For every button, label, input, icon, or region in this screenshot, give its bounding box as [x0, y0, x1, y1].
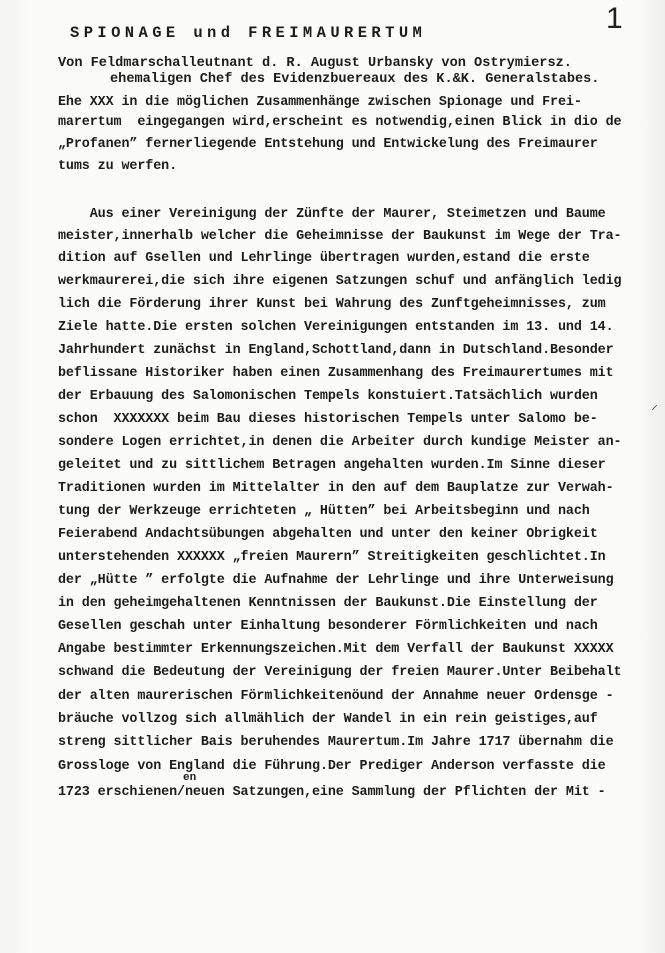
text-line-22: in den geheimgehaltenen Kenntnissen der Baukunst.Die Einstellung der — [58, 596, 598, 611]
text-line-18: tung der Werkzeuge errichteten „ Hütten” bei Arbeitsbeginn und nach — [58, 504, 590, 519]
text-line-6: meister,innerhalb welcher die Geheimnisse der Baukunst im Wege der Tra- — [58, 229, 622, 244]
margin-mark: ⸝ — [651, 396, 658, 412]
text-line-9: lich die Förderung ihrer Kunst bei Wahrung des Zunftgeheimnisses, zum — [58, 297, 606, 312]
text-line-23: Gesellen geschah unter Einhaltung besonderer Förmlichkeiten und nach — [58, 619, 598, 634]
text-line-12: beflissane Historiker haben einen Zusammenhang des Freimaurertumes mit — [58, 366, 614, 381]
text-line-30: 1723 erschienen/neuen Satzungen,eine Sammlung der Pflichten der Mit - — [58, 785, 606, 800]
text-line-14: schon XXXXXXX beim Bau dieses historischen Tempels unter Salomo be- — [58, 412, 598, 427]
author-line-1: Von Feldmarschalleutnant d. R. August Urbansky von Ostrymiersz. — [58, 56, 572, 71]
text-line-28: streng sittlicher Bais beruhendes Maurertum.Im Jahre 1717 übernahm die — [58, 735, 614, 750]
text-line-5: Aus einer Vereinigung der Zünfte der Maurer, Steimetzen und Baume — [58, 207, 606, 222]
text-line-1: Ehe XXX in die möglichen Zusammenhänge zwischen Spionage und Frei- — [58, 95, 582, 110]
text-line-19: Feierabend Andachtsübungen abgehalten und unter den keiner Obrigkeit — [58, 527, 598, 542]
text-line-10: Ziele hatte.Die ersten solchen Vereinigungen entstanden im 13. und 14. — [58, 320, 614, 335]
text-line-2: marertum eingegangen wird,erscheint es notwendig,einen Blick in dio de — [58, 115, 622, 130]
text-line-15: sondere Logen errichtet,in denen die Arbeiter durch kundige Meister an- — [58, 435, 622, 450]
text-line-7: dition auf Gsellen und Lehrlinge übertragen wurden,estand die erste — [58, 251, 590, 266]
text-line-21: der „Hütte ” erfolgte die Aufnahme der Lehrlinge und ihre Unterweisung — [58, 573, 614, 588]
text-line-24: Angabe bestimmter Erkennungszeichen.Mit dem Verfall der Baukunst XXXXX — [58, 642, 614, 657]
text-line-16: geleitet und zu sittlichem Betragen angehalten wurden.Im Sinne dieser — [58, 458, 606, 473]
text-line-4: tums zu werfen. — [58, 159, 178, 174]
document-title: SPIONAGE und FREIMAURERTUM — [70, 24, 427, 42]
text-line-20: unterstehenden XXXXXX „freien Maurern” Streitigkeiten geschlichtet.In — [58, 550, 606, 565]
text-line-3: „Profanen” fernerliegende Entstehung und Entwickelung des Freimaurer — [58, 137, 598, 152]
text-line-11: Jahrhundert zunächst in England,Schottland,dann in Dutschland.Besonder — [58, 343, 614, 358]
text-line-13: der Erbauung des Salomonischen Tempels konstuiert.Tatsächlich wurden — [58, 389, 598, 404]
text-line-25: schwand die Bedeutung der Vereinigung der freien Maurer.Unter Beibehalt — [58, 665, 622, 680]
page-number: 1 — [606, 2, 623, 35]
text-line-27: bräuche vollzog sich allmählich der Wandel in ein rein geistiges,auf — [58, 712, 598, 727]
text-line-17: Traditionen wurden im Mittelalter in den auf dem Bauplatze zur Verwah- — [58, 481, 614, 496]
text-line-8: werkmaurerei,die sich ihre eigenen Satzungen schuf und anfänglich ledig — [58, 274, 622, 289]
author-line-2: ehemaligen Chef des Evidenzbuereaux des K.&K. Generalstabes. — [110, 72, 600, 87]
text-line-29: Grossloge von England die Führung.Der Prediger Anderson verfasste die — [58, 759, 606, 774]
handwritten-insertion: en — [183, 772, 197, 784]
text-line-26: der alten maurerischen Förmlichkeitenöund der Annahme neuer Ordensge - — [58, 689, 614, 704]
